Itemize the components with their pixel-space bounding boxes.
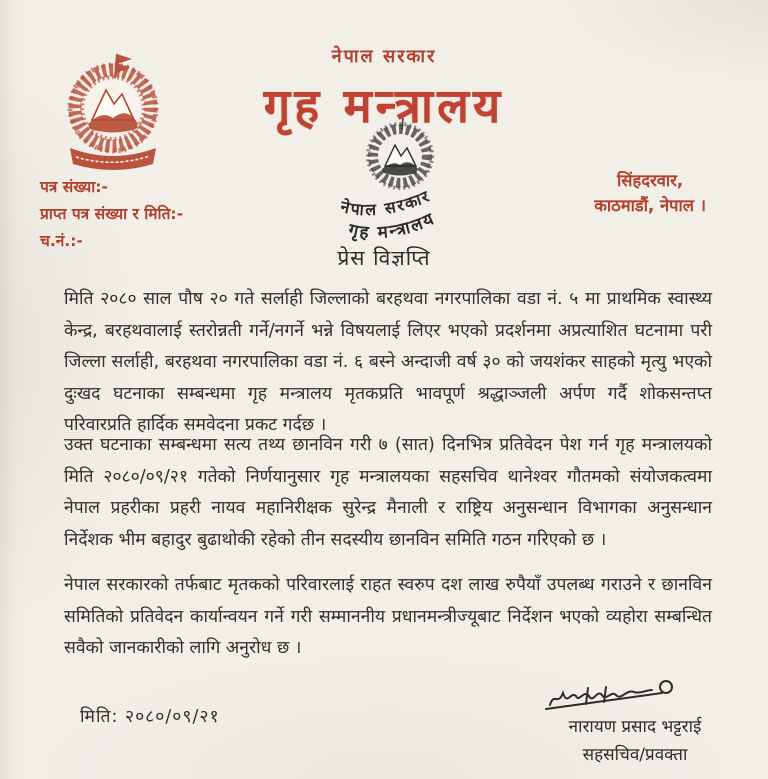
nepal-coat-of-arms-icon: [48, 52, 178, 178]
stamp-text-government: नेपाल सरकार: [338, 185, 434, 220]
issue-date: मिति: २०८०/०९/२१: [80, 707, 220, 727]
office-address: [594, 168, 706, 218]
address-line-2: काठमाडौं, नेपाल ।: [594, 196, 706, 215]
paragraph-relief-directive: नेपाल सरकारको तर्फबाट मृतकको परिवारलाई राहत स्वरुप दश लाख रुपैयाँ उपलब्ध गराउने र छानविन समितिको प्रतिवेदन कार्यान्वयन गर्ने गरी सम्माननीय प्रधानमन्त्रीज्यूबाट निर्देशन भएको व्यहोरा सम्बन्धित सवैको जानकारीको लागि अनुरोध छ ।: [64, 575, 712, 658]
signatory-designation: सहसचिव/प्रवक्ता: [582, 745, 688, 765]
received-letter-label: प्राप्त पत्र संख्या र मिति:-: [40, 205, 184, 223]
signatory-name: नारायण प्रसाद भट्टराई: [568, 717, 702, 737]
letter-number-label: पत्र संख्या:-: [40, 178, 108, 196]
ministry-title: गृह मन्त्रालय: [263, 79, 505, 134]
ministry-stamp-icon: [318, 118, 488, 244]
dispatch-number-label: च.नं.:-: [40, 232, 83, 250]
government-name: नेपाल सरकार: [331, 46, 437, 67]
address-line-1: सिंहदरवार,: [617, 171, 684, 190]
stamp-text-ministry: गृह मन्त्रालय: [346, 208, 439, 244]
signature-icon: [544, 678, 694, 714]
signature-block: [520, 678, 750, 765]
press-release-title: प्रेस विज्ञप्ति: [337, 246, 431, 270]
reference-block: [40, 174, 183, 255]
paragraph-incident: मिति २०८० साल पौष २० गते सर्लाही जिल्लाको बरहथवा नगरपालिका वडा नं. ५ मा प्राथमिक स्वास्थ्य केन्द्र, बरहथवालाई स्तरोन्नती गर्ने/नगर्ने भन्ने विषयलाई लिएर भएको प्रदर्शनमा अप्रत्याशित घटनामा परी जिल्ला सर्लाही, बरहथवा नगरपालिका वडा नं. ६ बस्ने अन्दाजी वर्ष ३० को जयशंकर साहको मृत्यु भएको दुःखद घटनाका सम्बन्धमा गृह मन्त्रालय मृतकप्रति भावपूर्ण श्रद्धाञ्जली अर्पण गर्दै शोकसन्तप्त परिवारप्रति हार्दिक समवेदना प्रकट गर्दछ ।: [64, 289, 712, 435]
paragraph-investigation-committee: उक्त घटनाका सम्बन्धमा सत्य तथ्य छानविन गरी ७ (सात) दिनभित्र प्रतिवेदन पेश गर्न गृह मन्त्रालयको मिति २०८०/०९/२१ गतेको निर्णयानुसार गृह मन्त्रालयका सहसचिव थानेश्वर गौतमको संयोजकत्वमा नेपाल प्रहरीका प्रहरी नायव महानिरीक्षक सुरेन्द्र मैनाली र राष्ट्रिय अनुसन्धान विभागका अनुसन्धान निर्देशक भीम बहादुर बुढाथोकी रहेको तीन सदस्यीय छानविन समिति गठन गरिएको छ ।: [64, 435, 712, 550]
